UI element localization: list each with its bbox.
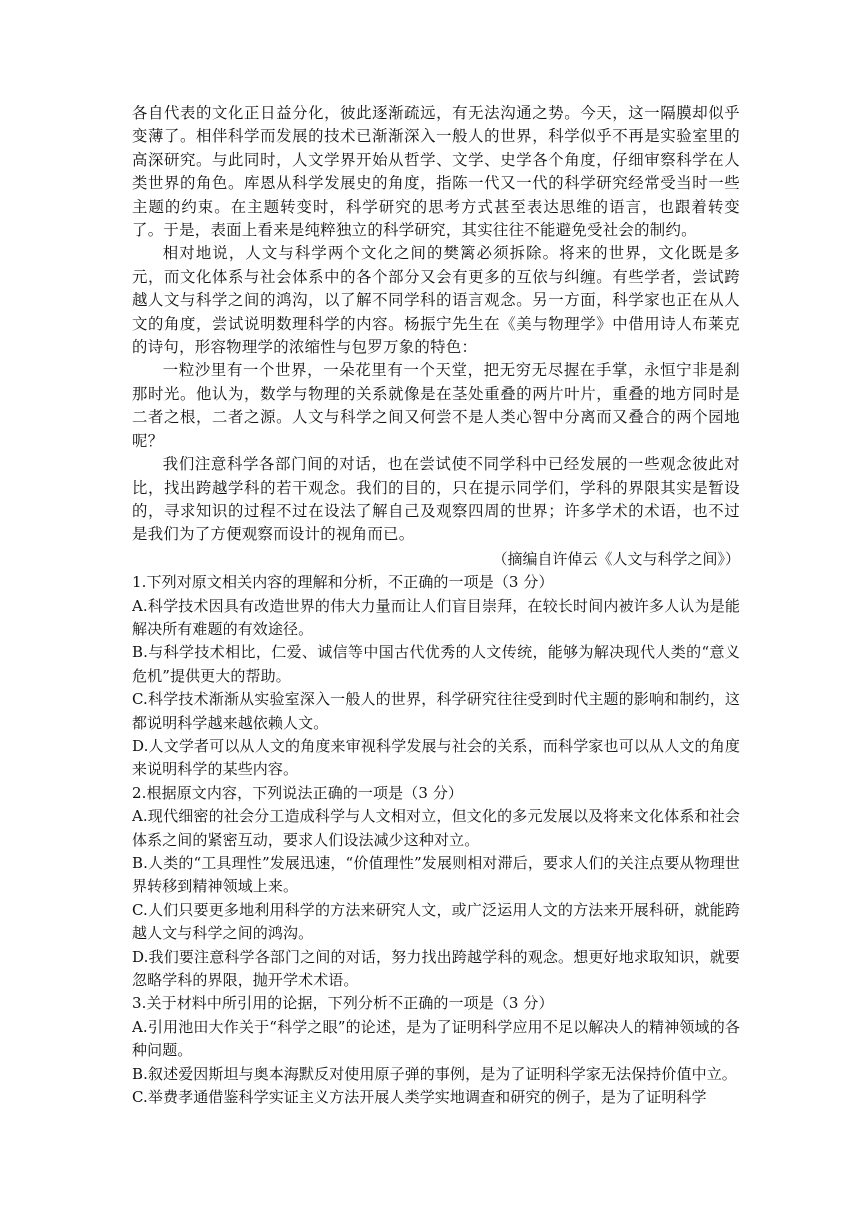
option-c: C.举费孝通借鉴科学实证主义方法开展人类学实地调查和研究的例子，是为了证明科学 <box>132 1088 707 1107</box>
question-stem: 2.根据原文内容，下列说法正确的一项是（3 分） <box>132 783 464 802</box>
option-c: C.科学技术渐渐从实验室深入一般人的世界，科学研究往往受到时代主题的影响和制约，这都说明科学越来越依赖人文。 <box>132 690 740 732</box>
option-b: B.叙述爱因斯坦与奥本海默反对使用原子弹的事例，是为了证明科学家无法保持价值中立。 <box>132 1064 737 1083</box>
option-b: B.与科学技术相比，仁爱、诚信等中国古代优秀的人文传统，能够为解决现代人类的“意义危机”提供更大的帮助。 <box>132 643 740 685</box>
option-c: C.人们只要更多地利用科学的方法来研究人文，或广泛运用人文的方法来开展科研，就能跨越人文与科学之间的鸿沟。 <box>132 900 740 943</box>
question-list <box>132 571 740 1109</box>
reading-passage <box>132 102 740 571</box>
option-b: B.人类的“工具理性”发展迅速，“价值理性”发展则相对滞后，要求人们的关注点要从物理世界转移到精神领域上来。 <box>132 854 740 896</box>
passage-paragraph: 各自代表的文化正日益分化，彼此逐渐疏远，有无法沟通之势。今天，这一隔膜却似乎变薄了。相伴科学而发展的技术已渐渐深入一般人的世界，科学似乎不再是实验室里的高深研究。与此同时，人文学界开始从哲学、文学、史学各个角度，仔细审察科学在人类世界的角色。库恩从科学发展史的角度，指陈一代又一代的科学研究经常受当时一些主题的约束。在主题转变时，科学研究的思考方式甚至表达思维的语言，也跟着转变了。于是，表面上看来是纯粹独立的科学研究，其实往往不能避免受社会的制约。 <box>132 104 740 240</box>
question-1 <box>132 571 740 782</box>
exam-page <box>132 102 740 1109</box>
option-a: A.科学技术因具有改造世界的伟大力量而让人们盲目崇拜，在较长时间内被许多人认为是能解决所有难题的有效途径。 <box>132 596 740 638</box>
option-d: D.我们要注意科学各部门之间的对话，努力找出跨越学科的观念。想更好地求取知识，就要忽略学科的界限，抛开学术术语。 <box>132 947 740 990</box>
option-a: A.现代细密的社会分工造成科学与人文相对立，但文化的多元发展以及将来文化体系和社会体系之间的紧密互动，要求人们设法减少这种对立。 <box>132 807 740 849</box>
question-stem: 1.下列对原文相关内容的理解和分析，不正确的一项是（3 分） <box>132 573 554 592</box>
passage-paragraph: 我们注意科学各部门间的对话，也在尝试使不同学科中已经发展的一些观念彼此对比，找出跨越学科的若干观念。我们的目的，只在提示同学们，学科的界限其实是暂设的，寻求知识的过程不过在设法了解自己及观察四周的世界；许多学术的术语，也不过是我们为了方便观察而设计的视角而已。 <box>132 455 740 544</box>
option-d: D.人文学者可以从人文的角度来审视科学发展与社会的关系，而科学家也可以从人文的角度来说明科学的某些内容。 <box>132 736 740 779</box>
passage-paragraph: 相对地说，人文与科学两个文化之间的樊篱必须拆除。将来的世界，文化既是多元，而文化体系与社会体系中的各个部分又会有更多的互依与纠缠。有些学者，尝试跨越人文与科学之间的鸿沟，以了解不同学科的语言观念。另一方面，科学家也正在从人文的角度，尝试说明数理科学的内容。杨振宁先生在《美与物理学》中借用诗人布莱克的诗句，形容物理学的浓缩性与包罗万象的特色： <box>132 244 740 357</box>
question-3 <box>132 992 740 1109</box>
question-2 <box>132 782 740 993</box>
passage-paragraph: 一粒沙里有一个世界，一朵花里有一个天堂，把无穷无尽握在手掌，永恒宁非是刹那时光。他认为，数学与物理的关系就像是在茎处重叠的两片叶片，重叠的地方同时是二者之根，二者之源。人文与科学之间又何尝不是人类心智中分离而又叠合的两个园地呢？ <box>132 361 740 450</box>
question-stem: 3.关于材料中所引用的论据，下列分析不正确的一项是（3 分） <box>132 994 554 1013</box>
option-a: A.引用池田大作关于“科学之眼”的论述，是为了证明科学应用不足以解决人的精神领域的各种问题。 <box>132 1017 740 1060</box>
passage-source: （摘编自许倬云《人文与科学之间》） <box>492 549 740 568</box>
